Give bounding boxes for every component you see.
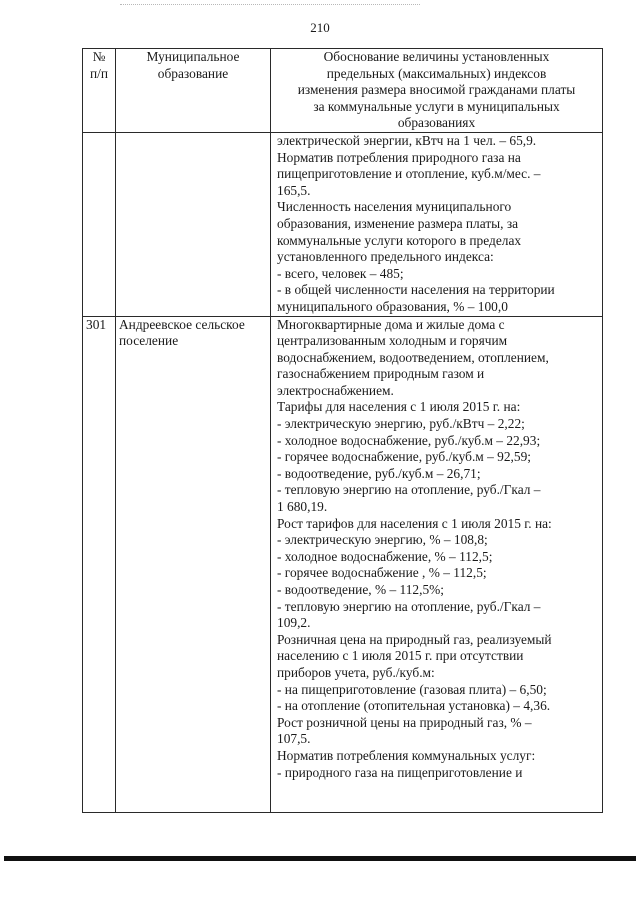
text-line: - водоотведение, руб./куб.м – 26,71; [277,465,481,481]
table-row [83,316,603,812]
text-line: - тепловую энергию на отопление, руб./Гкал – [277,598,541,614]
text-line: Многоквартирные дома и жилые дома с [277,316,505,332]
municipality-line: Андреевское сельское [119,316,245,332]
text-line: - электрическую энергию, % – 108,8; [277,532,488,548]
municipality-line: поселение [119,333,179,349]
text-line: Рост тарифов для населения с 1 июля 2015 г. на: [277,515,552,531]
text-line: - тепловую энергию на отопление, руб./Гкал – [277,482,541,498]
text-line: приборов учета, руб./куб.м: [277,664,435,680]
table-row [83,132,603,316]
text-line: Норматив потребления природного газа на [277,149,521,165]
text-line: электроснабжением. [277,382,394,398]
text-line: пищеприготовление и отопление, куб.м/мес. – [277,166,541,182]
text-line: централизованным холодным и горячим [277,333,508,349]
text-line: Норматив потребления коммунальных услуг: [277,747,536,763]
cell-justification [271,132,603,316]
table-header-row [83,49,603,133]
text-line: - на пищеприготовление (газовая плита) – 6,50; [277,681,547,697]
text-line: коммунальные услуги которого в пределах [277,232,522,248]
text-line: муниципального образования, % – 100,0 [277,298,508,314]
text-line: 107,5. [277,731,311,747]
text-line: газоснабжением природным газом и [277,366,485,382]
header-line: Муниципальное [146,49,240,64]
text-line: Розничная цена на природный газ, реализуемый [277,631,552,647]
header-number [83,49,116,133]
page-number: 210 [310,20,330,35]
text-line: электрической энергии, кВтч на 1 чел. – 65,9. [277,132,537,148]
header-line: № [92,49,106,64]
text-line: - электрическую энергию, руб./кВтч – 2,22; [277,416,525,432]
text-line: - горячее водоснабжение, руб./куб.м – 92,59; [277,449,532,465]
header-line: п/п [89,65,109,81]
text-line: Численность населения муниципального [277,199,512,215]
cell-justification [271,316,603,812]
text-line: Тарифы для населения с 1 июля 2015 г. на: [277,399,521,415]
cell-municipality [116,132,271,316]
header-municipality [116,49,271,133]
header-line: образование [157,65,229,81]
text-line: 165,5. [277,182,311,198]
text-line: - в общей численности населения на территории [277,282,555,298]
text-line: населению с 1 июля 2015 г. при отсутствии [277,648,524,664]
header-line: Обоснование величины установленных [323,49,550,64]
bottom-rule [4,856,636,861]
cell-number: 301 [83,316,116,812]
text-line: - природного газа на пищеприготовление и [277,764,523,780]
text-line: - на отопление (отопительная установка) – 4,36. [277,698,551,714]
text-line: - всего, человек – 485; [277,265,404,281]
text-line: установленного предельного индекса: [277,249,494,265]
text-line: - горячее водоснабжение , % – 112,5; [277,565,487,581]
header-line: изменения размера вносимой гражданами платы [297,82,576,98]
text-line: 109,2. [277,615,311,631]
cell-municipality [116,316,271,812]
text-line: - холодное водоснабжение, руб./куб.м – 22,93; [277,432,541,448]
municipal-index-table [82,48,603,813]
scan-artifact [120,4,420,9]
cell-number [83,132,116,316]
header-justification [271,49,603,133]
text-line: Рост розничной цены на природный газ, % – [277,714,532,730]
text-line: - холодное водоснабжение, % – 112,5; [277,548,493,564]
text-line: образования, изменение размера платы, за [277,215,519,231]
header-line: предельных (максимальных) индексов [326,65,547,81]
text-line: - водоотведение, % – 112,5%; [277,582,445,597]
header-line: за коммунальные услуги в муниципальных [313,98,560,114]
header-line: образованиях [397,115,476,131]
text-line: 1 680,19. [277,499,328,515]
text-line: водоснабжением, водоотведением, отоплением, [277,349,549,365]
